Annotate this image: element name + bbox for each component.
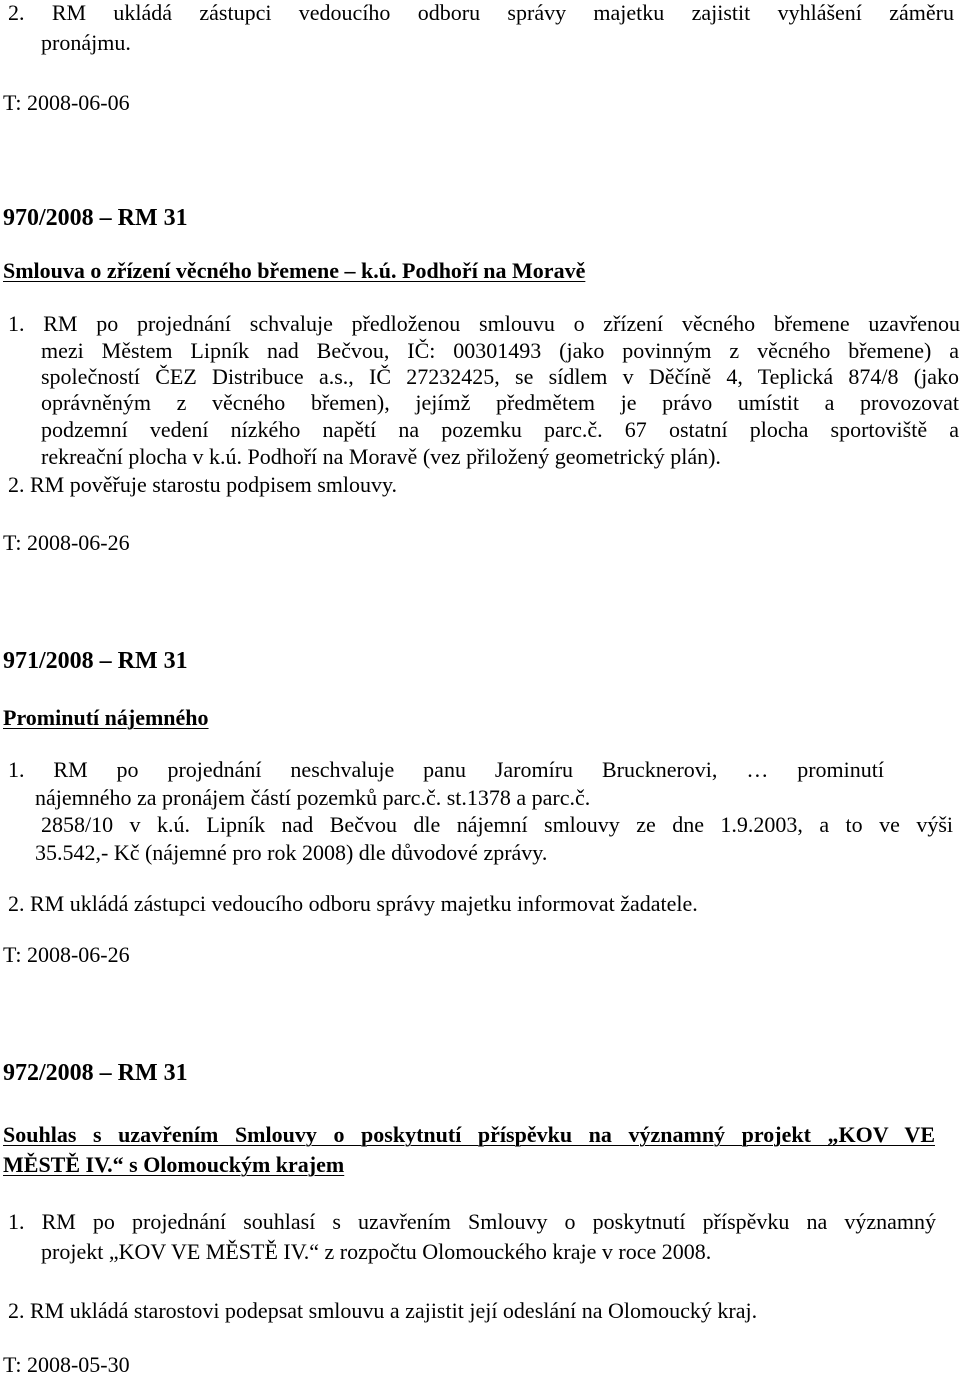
item-2-text-line-2: pronájmu. [41,30,131,55]
resolution-title-970: Smlouva o zřízení věcného břemene – k.ú. Podhoří na Moravě [3,258,586,283]
res970-item-1-line-2: mezi Městem Lipník nad Bečvou, IČ: 00301493 (jako povinným z věcného břemene) a [41,338,959,363]
res970-item-1-line-6: rekreační plocha v k.ú. Podhoří na Moravě (vez přiložený geometrický plán). [41,444,721,469]
resolution-number-970: 970/2008 – RM 31 [3,205,188,231]
resolution-title-972-line-1: Souhlas s uzavřením Smlouvy o poskytnutí příspěvku na významný projekt „KOV VE [3,1122,935,1147]
res971-item-2: 2. RM ukládá zástupci vedoucího odboru správy majetku informovat žadatele. [8,891,698,916]
res970-item-1-line-4: oprávněným z věcného břemen), jejímž předmětem je právo umístit a provozovat [41,390,959,415]
res971-item-1-line-1: 1. RM po projednání neschvaluje panu Jaromíru Brucknerovi, … prominutí [8,757,884,782]
term-date: T: 2008-06-06 [3,90,130,115]
res971-term-date: T: 2008-06-26 [3,942,130,967]
res970-item-2: 2. RM pověřuje starostu podpisem smlouvy. [8,472,398,497]
item-2-text-line-1: 2. RM ukládá zástupci vedoucího odboru správy majetku zajistit vyhlášení záměru [8,0,954,25]
res970-term-date: T: 2008-06-26 [3,530,130,555]
resolution-title-971: Prominutí nájemného [3,705,209,730]
resolution-title-972-line-2: MĚSTĚ IV.“ s Olomouckým krajem [3,1152,345,1177]
res971-item-1-line-4: 35.542,- Kč (nájemné pro rok 2008) dle důvodové zprávy. [35,840,548,865]
res970-item-1-line-3: společností ČEZ Distribuce a.s., IČ 27232425, se sídlem v Děčíně 4, Teplická 874/8 (jako [41,364,959,389]
res972-item-2: 2. RM ukládá starostovi podepsat smlouvu a zajistit její odeslání na Olomoucký kraj. [8,1298,758,1323]
res970-item-1-line-5: podzemní vedení nízkého napětí na pozemku parc.č. 67 ostatní plocha sportoviště a [41,417,959,442]
res971-item-1-line-3: 2858/10 v k.ú. Lipník nad Bečvou dle nájemní smlouvy ze dne 1.9.2003, a to ve výši [41,812,953,837]
resolution-number-972: 972/2008 – RM 31 [3,1060,188,1086]
res970-item-1-line-1: 1. RM po projednání schvaluje předloženou smlouvu o zřízení věcného břemene uzavřenou [8,311,960,336]
res972-item-1-line-1: 1. RM po projednání souhlasí s uzavřením Smlouvy o poskytnutí příspěvku na významný [8,1209,936,1234]
res972-term-date: T: 2008-05-30 [3,1352,130,1377]
res972-item-1-line-2: projekt „KOV VE MĚSTĚ IV.“ z rozpočtu Olomouckého kraje v roce 2008. [41,1239,712,1264]
res971-item-1-line-2: nájemného za pronájem částí pozemků parc.č. st.1378 a parc.č. [35,785,591,810]
resolution-number-971: 971/2008 – RM 31 [3,648,188,674]
